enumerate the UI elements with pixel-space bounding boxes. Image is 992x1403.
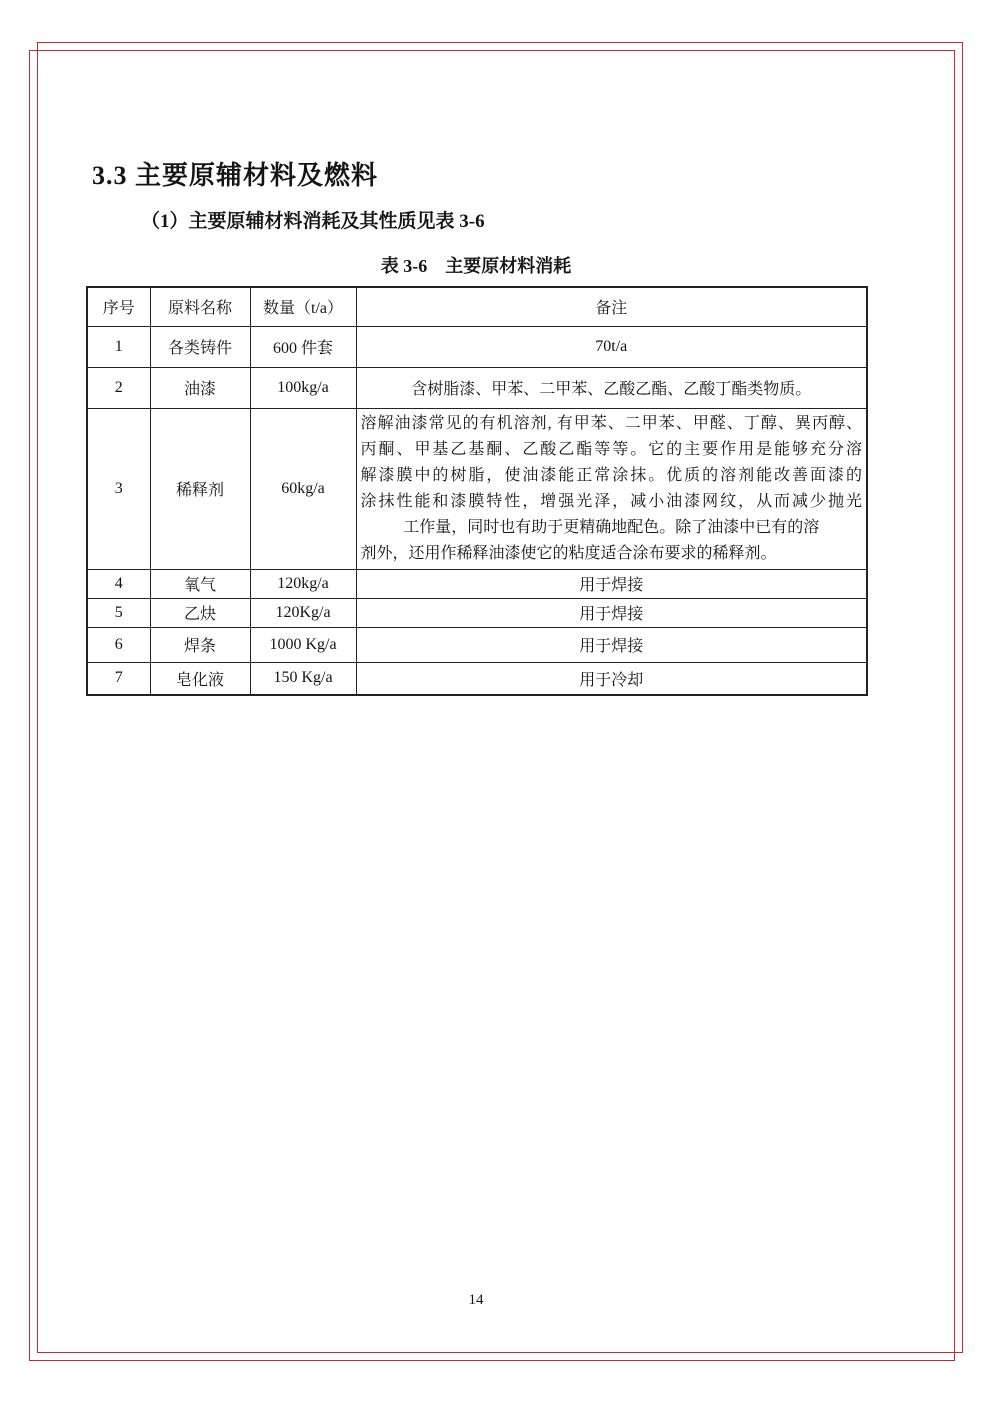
page-number: 14 [468, 1292, 484, 1308]
cell-remark: 用于焊接 [356, 627, 867, 662]
cell-remark: 用于焊接 [356, 598, 867, 627]
cell-remark: 含树脂漆、甲苯、二甲苯、乙酸乙酯、乙酸丁酯类物质。 [356, 367, 867, 408]
cell-name: 稀释剂 [150, 408, 250, 569]
sub-heading: （1）主要原辅材料消耗及其性质见表 3-6 [141, 211, 485, 232]
cell-name: 各类铸件 [150, 326, 250, 367]
cell-no: 3 [87, 408, 150, 569]
cell-qty: 150 Kg/a [250, 662, 356, 695]
cell-qty: 600 件套 [250, 326, 356, 367]
cell-no: 1 [87, 326, 150, 367]
remark-line: 工作量，同时也有助于更精确地配色。除了油漆中已有的溶 [403, 518, 820, 536]
table-row [87, 598, 867, 627]
cell-no: 7 [87, 662, 150, 695]
table-row [87, 569, 867, 598]
col-header-name: 原料名称 [150, 287, 250, 326]
col-header-no: 序号 [87, 287, 150, 326]
page-border-inner [29, 50, 955, 1361]
cell-qty: 100kg/a [250, 367, 356, 408]
cell-name: 焊条 [150, 627, 250, 662]
table-row [87, 367, 867, 408]
cell-no: 6 [87, 627, 150, 662]
cell-qty: 120kg/a [250, 569, 356, 598]
cell-remark: 70t/a [356, 326, 867, 367]
cell-name: 氧气 [150, 569, 250, 598]
cell-remark: 用于焊接 [356, 569, 867, 598]
cell-no: 4 [87, 569, 150, 598]
remark-line: 丙酮、甲基乙基酮、乙酸乙酯等等。它的主要作用是能够充分溶 [360, 440, 862, 458]
col-header-qty: 数量（t/a） [250, 287, 356, 326]
table-row [87, 326, 867, 367]
cell-remark [356, 408, 867, 569]
cell-qty: 60kg/a [250, 408, 356, 569]
cell-no: 5 [87, 598, 150, 627]
table-title: 表 3-6 主要原材料消耗 [380, 256, 572, 276]
cell-no: 2 [87, 367, 150, 408]
remark-line: 溶解油漆常见的有机溶剂, 有甲苯、二甲苯、甲醛、丁醇、異丙醇、 [360, 414, 862, 432]
table-row [87, 408, 867, 569]
cell-remark: 用于冷却 [356, 662, 867, 695]
cell-qty: 120Kg/a [250, 598, 356, 627]
cell-qty: 1000 Kg/a [250, 627, 356, 662]
cell-name: 乙炔 [150, 598, 250, 627]
section-heading: 3.3 主要原辅材料及燃料 [92, 161, 379, 190]
cell-name: 皂化液 [150, 662, 250, 695]
cell-name: 油漆 [150, 367, 250, 408]
remark-line: 剂外，还用作稀释油漆使它的粘度适合涂布要求的稀释剂。 [360, 544, 777, 562]
page-border-outer [37, 42, 963, 1353]
table-header-row [87, 287, 867, 326]
col-header-remark: 备注 [356, 287, 867, 326]
remark-line: 涂抹性能和漆膜特性，增强光泽，减小油漆网纹，从而减少抛光 [360, 492, 862, 510]
materials-table [86, 286, 868, 696]
remark-line: 解漆膜中的树脂，使油漆能正常涂抹。优质的溶剂能改善面漆的 [360, 466, 862, 484]
table-row [87, 662, 867, 695]
table-row [87, 627, 867, 662]
